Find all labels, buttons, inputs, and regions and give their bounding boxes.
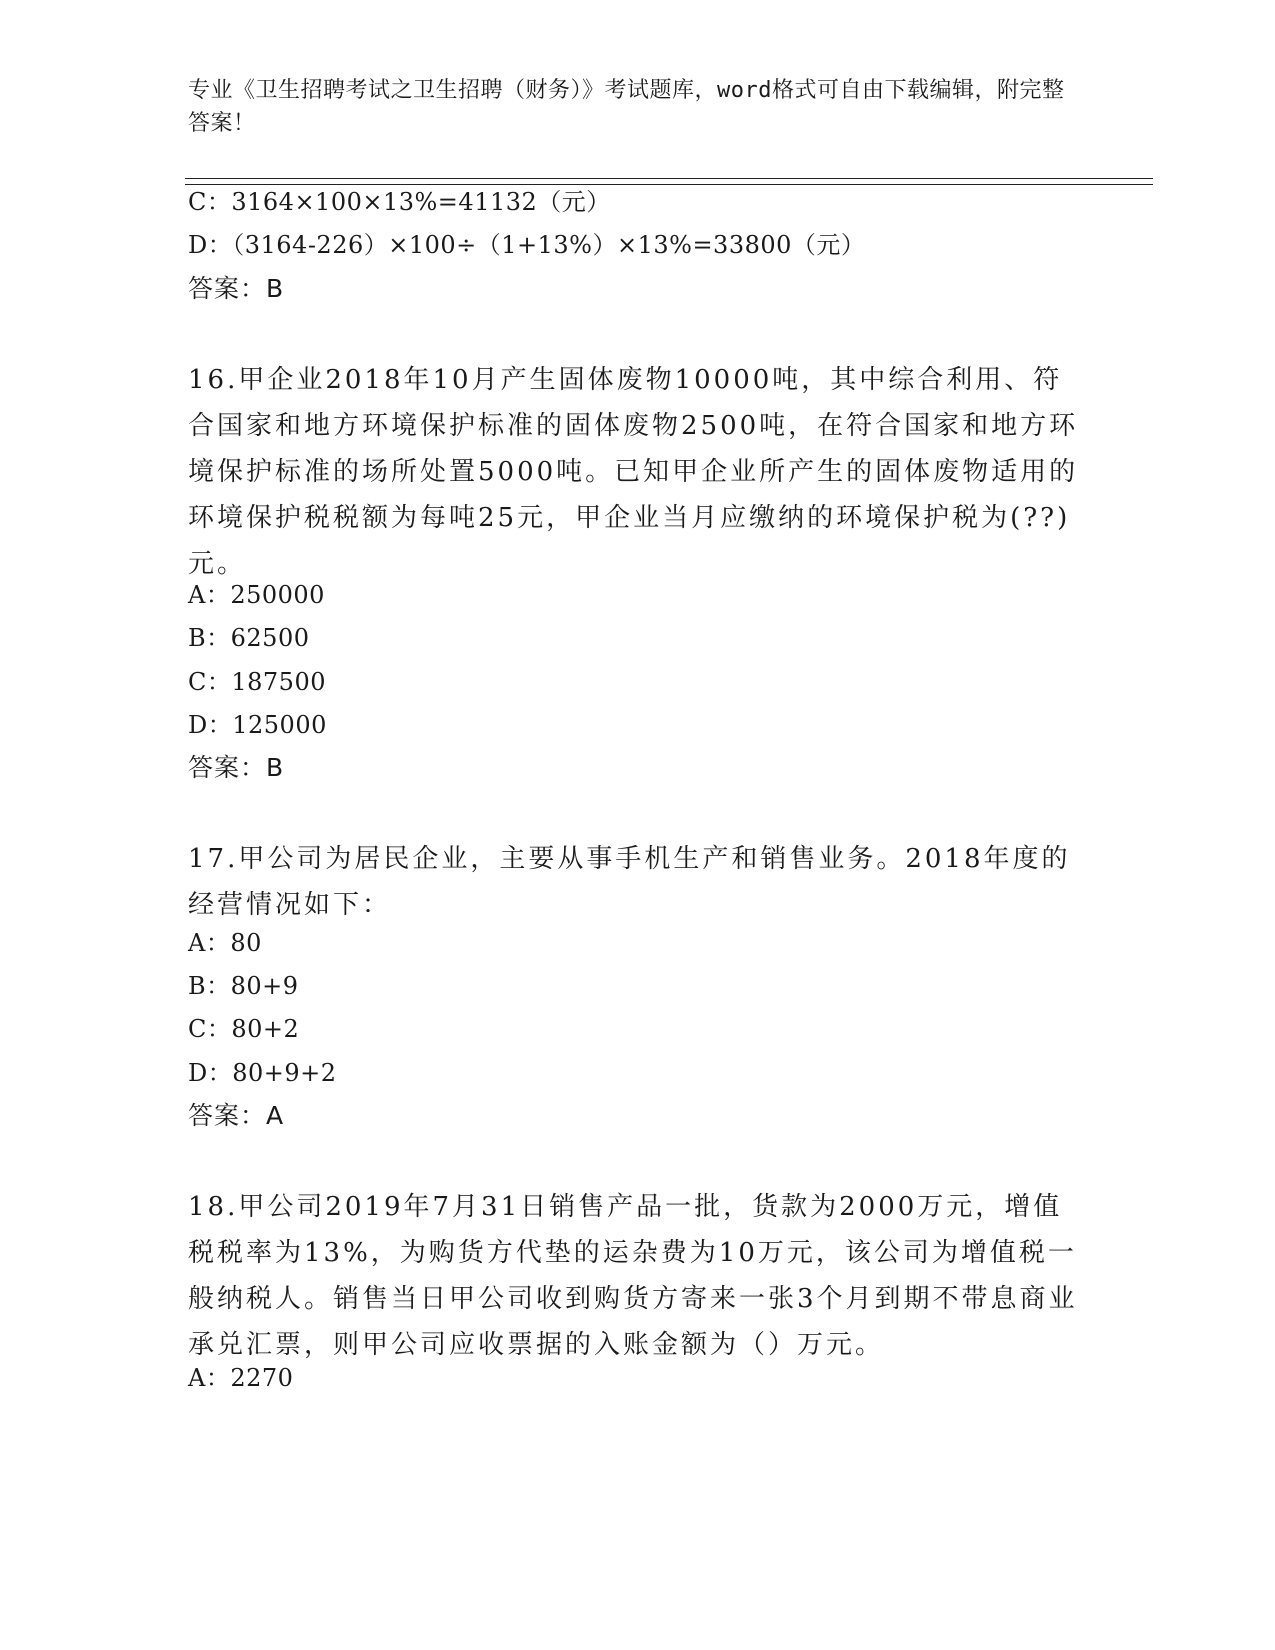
question-16-answer: 答案：B bbox=[188, 753, 285, 782]
prev-option-d: D：（3164-226）×100÷（1+13%）×13%=33800（元） bbox=[188, 231, 866, 259]
question-17-option-d: D：80+9+2 bbox=[188, 1059, 337, 1087]
question-16-option-a: A：250000 bbox=[188, 581, 325, 609]
question-16-option-d: D：125000 bbox=[188, 711, 327, 739]
header-divider bbox=[185, 178, 1153, 185]
question-17-option-c: C：80+2 bbox=[188, 1015, 300, 1043]
question-17-stem: 17.甲公司为居民企业，主要从事手机生产和销售业务。2018年度的经营情况如下： bbox=[188, 844, 1071, 920]
question-16-option-c: C：187500 bbox=[188, 668, 326, 696]
prev-option-c: C：3164×100×13%=41132（元） bbox=[188, 188, 611, 216]
question-17-option-b: B：80+9 bbox=[188, 972, 299, 1000]
question-17-option-a: A：80 bbox=[188, 929, 262, 957]
question-18-option-a: A：2270 bbox=[188, 1364, 294, 1392]
question-17-answer: 答案：A bbox=[188, 1101, 285, 1130]
document-header: 专业《卫生招聘考试之卫生招聘（财务）》考试题库，word格式可自由下载编辑，附完整答案！ bbox=[188, 78, 1065, 136]
prev-answer: 答案：B bbox=[188, 274, 285, 303]
question-16-option-b: B：62500 bbox=[188, 624, 310, 652]
question-16-stem: 16.甲企业2018年10月产生固体废物10000吨，其中综合利用、符合国家和地方环境保护标准的固体废物2500吨，在符合国家和地方环境保护标准的场所处置5000吨。已知甲企业所产生的固体废物适用的环境保护税税额为每吨25元，甲企业当月应缴纳的环境保护税为(??)元。 bbox=[188, 365, 1079, 579]
question-18-stem: 18.甲公司2019年7月31日销售产品一批，货款为2000万元，增值税税率为13%，为购货方代垫的运杂费为10万元，该公司为增值税一般纳税人。销售当日甲公司收到购货方寄来一张3个月到期不带息商业承兑汇票，则甲公司应收票据的入账金额为（）万元。 bbox=[188, 1192, 1078, 1360]
